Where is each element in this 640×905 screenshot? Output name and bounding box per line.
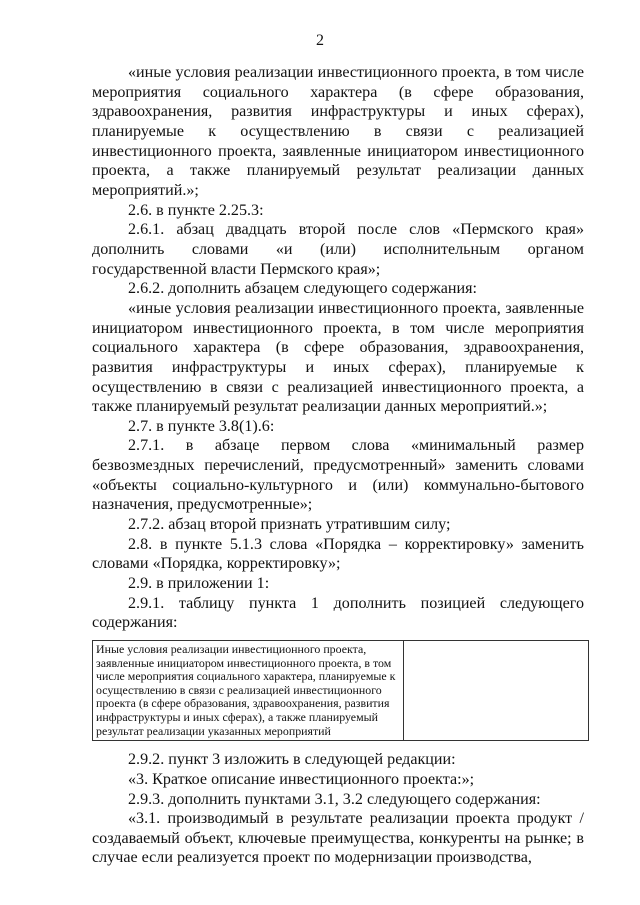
- table-cell-description: Иные условия реализации инвестиционного проекта, заявленные инициатором инвестиционного проекта, в том числе мероприятия социального характера, планируемые к осуществлению в связи с реализацией инвестиционного проекта (в сфере образования, здравоохранения, развития инфраструктуры и иных сферах), а также планируемый результат реализации указанных мероприятий: [93, 641, 404, 741]
- paragraph: «иные условия реализации инвестиционного проекта, заявленные инициатором инвестиционного проекта, в том числе мероприятия социального характера (в сфере образования, здравоохранения, развития инфраструктуры и иных сферах), планируемые к осуществлению в связи с реализацией инвестиционного проекта, а также планируемый результат реализации данных мероприятий.»;: [92, 299, 584, 416]
- document-body: [92, 63, 584, 868]
- paragraph: 2.9.3. дополнить пунктами 3.1, 3.2 следующего содержания:: [128, 790, 541, 808]
- paragraph: 2.7. в пункте 3.8(1).6:: [128, 417, 275, 435]
- paragraph: «3.1. производимый в результате реализации проекта продукт / создаваемый объект, ключевые преимущества, конкуренты на рынке; в случае если реализуется проект по модернизации производства,: [92, 810, 584, 867]
- paragraph: 2.7.2. абзац второй признать утратившим силу;: [128, 516, 451, 534]
- insert-table: [92, 640, 589, 741]
- paragraph: 2.6. в пункте 2.25.3:: [128, 201, 264, 219]
- paragraph: «3. Краткое описание инвестиционного проекта:»;: [128, 770, 475, 788]
- paragraph: 2.8. в пункте 5.1.3 слова «Порядка – корректировку» заменить словами «Порядка, корректировку»;: [92, 535, 584, 573]
- page-number: 2: [316, 32, 324, 49]
- paragraph: 2.9.2. пункт 3 изложить в следующей редакции:: [128, 751, 456, 769]
- table-cell-empty: [404, 641, 589, 741]
- paragraph: 2.6.1. абзац двадцать второй после слов «Пермского края» дополнить словами «и (или) исполнительным органом государственной власти Пермского края»;: [92, 221, 584, 278]
- table-row: [93, 641, 589, 741]
- paragraph: 2.7.1. в абзаце первом слова «минимальный размер безвозмездных перечислений, предусмотренный» заменить словами «объекты социально-культурного и (или) коммунально-бытового назначения, предусмотренные»;: [92, 437, 584, 514]
- paragraph: 2.6.2. дополнить абзацем следующего содержания:: [128, 280, 478, 298]
- paragraph: «иные условия реализации инвестиционного проекта, в том числе мероприятия социального характера (в сфере образования, здравоохранения, развития инфраструктуры и иных сферах), планируемые к осуществлению в связи с реализацией инвестиционного проекта, заявленные инициатором инвестиционного проекта, а также планируемый результат реализации данных мероприятий.»;: [92, 64, 584, 199]
- paragraph: 2.9. в приложении 1:: [128, 575, 270, 593]
- paragraph: 2.9.1. таблицу пункта 1 дополнить позицией следующего содержания:: [92, 594, 584, 632]
